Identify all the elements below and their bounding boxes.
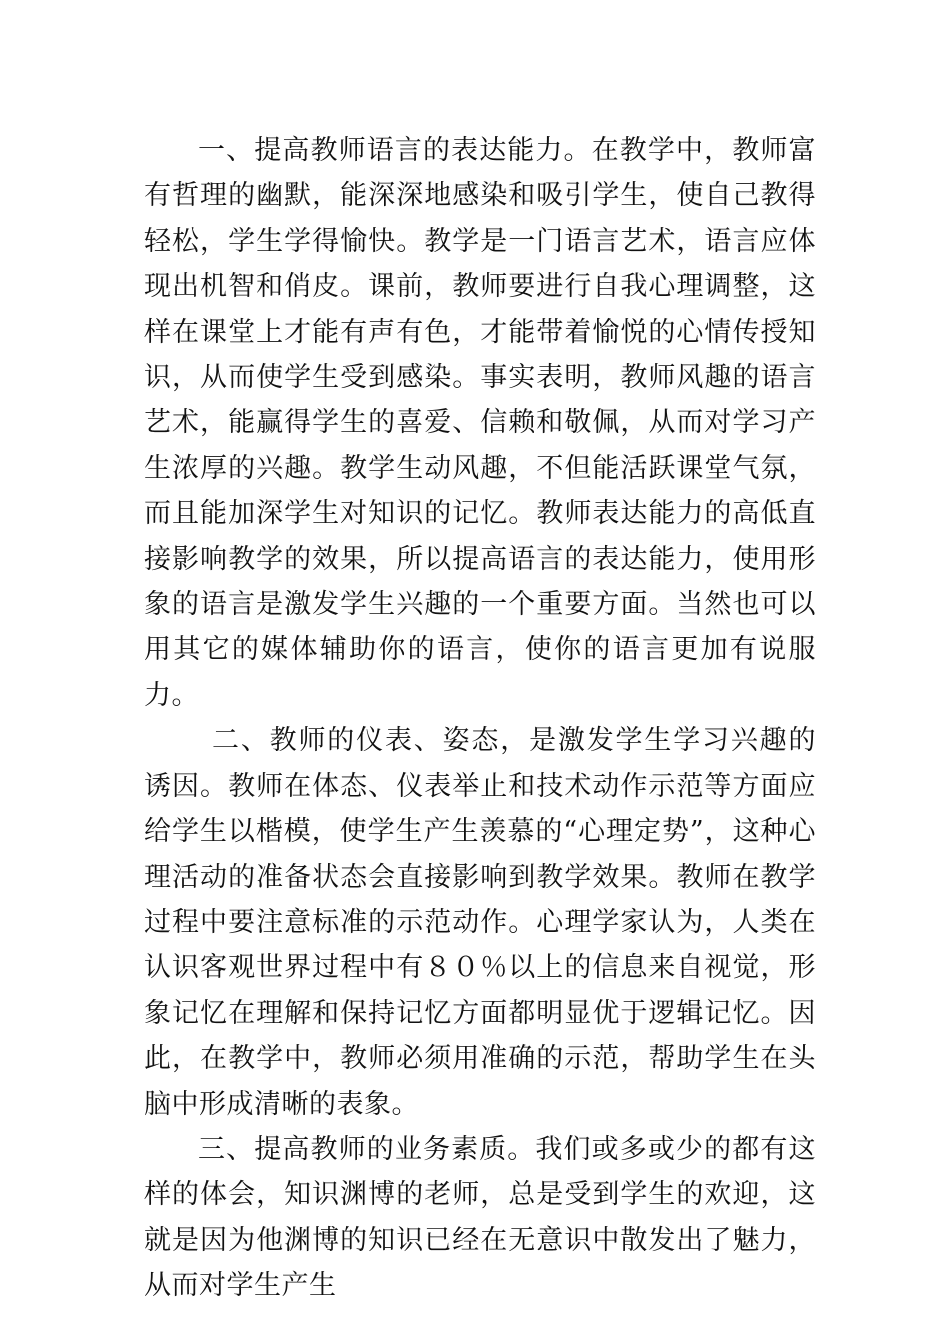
paragraph-teacher-language: 一、提高教师语言的表达能力。在教学中，教师富有哲理的幽默，能深深地感染和吸引学生，使自己教得轻松，学生学得愉快。教学是一门语言艺术，语言应体现出机智和俏皮。课前，教师要进行自我心理调整，这样在课堂上才能有声有色，才能带着愉悦的心情传授知识，从而使学生受到感染。事实表明，教师风趣的语言艺术，能赢得学生的喜爱、信赖和敬佩，从而对学习产生浓厚的兴趣。教学生动风趣，不但能活跃课堂气氛，而且能加深学生对知识的记忆。教师表达能力的高低直接影响教学的效果，所以提高语言的表达能力，使用形象的语言是激发学生兴趣的一个重要方面。当然也可以用其它的媒体辅助你的语言，使你的语言更加有说服力。 (144, 135, 816, 711)
paragraph-teacher-quality: 三、提高教师的业务素质。我们或多或少的都有这样的体会，知识渊博的老师，总是受到学生的欢迎，这就是因为他渊博的知识已经在无意识中散发出了魅力，从而对学生产生 (144, 1133, 816, 1302)
document-body (144, 128, 816, 1309)
paragraph-teacher-appearance: 二、教师的仪表、姿态，是激发学生学习兴趣的诱因。教师在体态、仪表举止和技术动作示范等方面应给学生以楷模，使学生产生羡慕的“心理定势”，这种心理活动的准备状态会直接影响到教学效果。教师在教学过程中要注意标准的示范动作。心理学家认为，人类在认识客观世界过程中有８０％以上的信息来自视觉，形象记忆在理解和保持记忆方面都明显优于逻辑记忆。因此，在教学中，教师必须用准确的示范，帮助学生在头脑中形成清晰的表象。 (144, 725, 816, 1120)
